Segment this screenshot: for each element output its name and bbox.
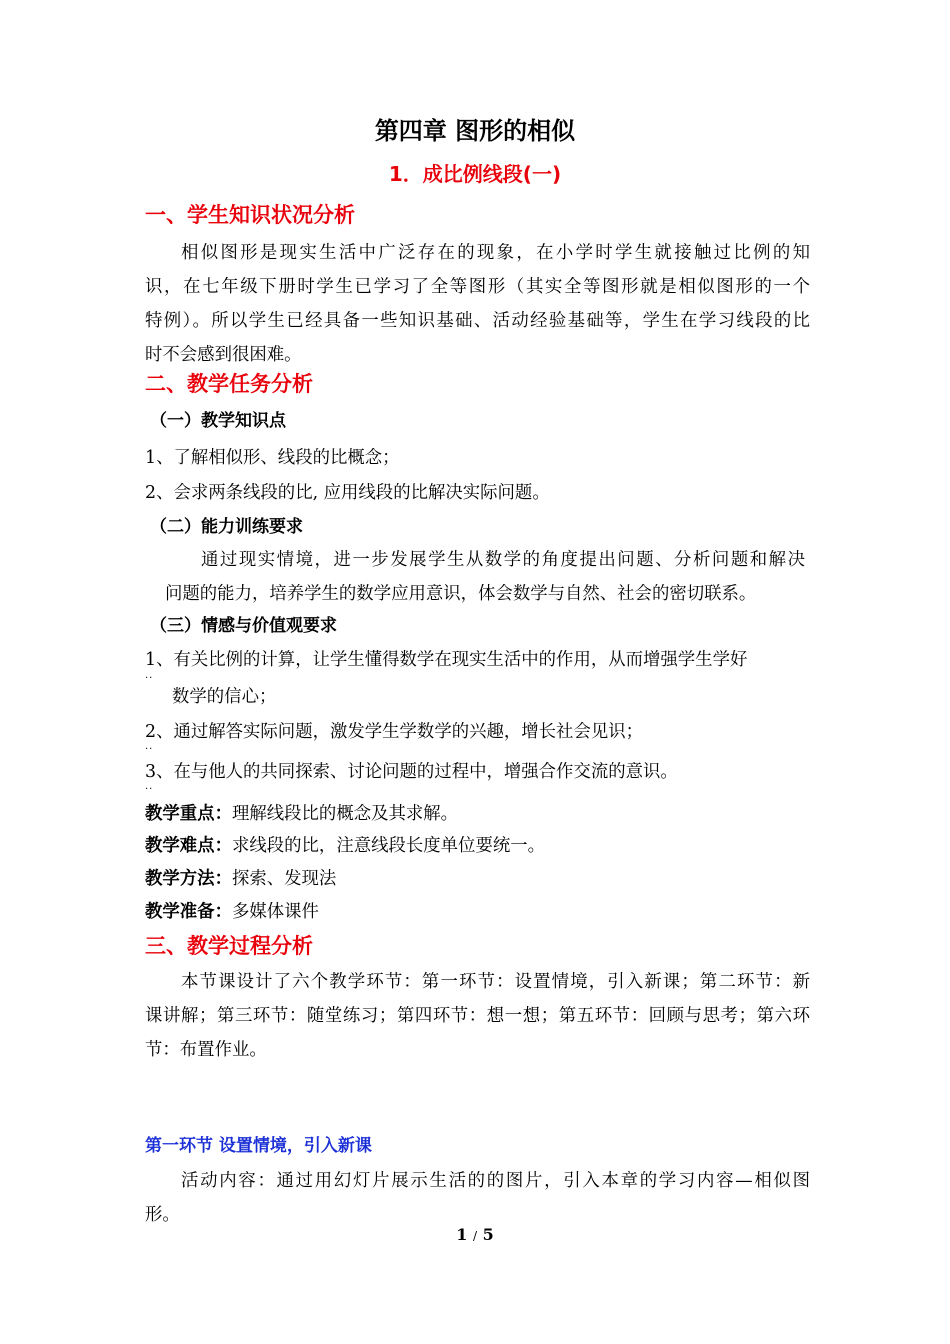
teaching-method xyxy=(145,862,336,896)
teaching-difficulty-label: 教学难点： xyxy=(145,836,232,856)
knowledge-item: 1、了解相似形、线段的比概念； xyxy=(145,448,400,468)
page-current: 1 xyxy=(456,1225,468,1244)
teaching-preparation-label: 教学准备： xyxy=(145,902,232,922)
step1-heading: 第一环节 设置情境，引入新课 xyxy=(145,1136,372,1156)
teaching-difficulty xyxy=(145,829,545,863)
value-item: 2、通过解答实际问题，激发学生学数学的兴趣，增长社会见识； xyxy=(145,722,644,742)
paragraph-line: 时不会感到很困难。 xyxy=(145,345,302,365)
ability-paragraph xyxy=(165,543,805,611)
teaching-preparation-text: 多媒体课件 xyxy=(231,902,319,922)
chapter-title: 第四章 图形的相似 xyxy=(374,116,576,145)
knowledge-item: 2、会求两条线段的比, 应用线段的比解决实际问题。 xyxy=(145,483,550,503)
paragraph-line: 节：布置作业。 xyxy=(145,1040,267,1060)
section-heading-process-analysis: 三、教学过程分析 xyxy=(145,934,313,958)
subheading-knowledge-points: （一）教学知识点 xyxy=(150,411,286,431)
paragraph-line: 活动内容：通过用幻灯片展示生活的的图片，引入本章的学习内容—相似图 xyxy=(181,1171,810,1191)
lesson-subtitle: 1．成比例线段(一) xyxy=(388,162,562,186)
page-separator: / xyxy=(472,1229,478,1243)
value-item: 1、有关比例的计算，让学生懂得数学在现实生活中的作用，从而增强学生学好 xyxy=(145,650,748,670)
student-analysis-paragraph xyxy=(145,236,810,372)
paragraph-line: 特例）。所以学生已经具备一些知识基础、活动经验基础等，学生在学习线段的比 xyxy=(145,311,810,331)
page-total: 5 xyxy=(482,1225,494,1244)
teaching-preparation xyxy=(145,895,319,929)
paragraph-line: 相似图形是现实生活中广泛存在的现象，在小学时学生就接触过比例的知 xyxy=(181,243,810,263)
value-item-continuation: 数学的信心； xyxy=(172,687,277,707)
value-item: 3、在与他人的共同探索、讨论问题的过程中，增强合作交流的意识。 xyxy=(145,762,678,782)
section-heading-task-analysis: 二、教学任务分析 xyxy=(145,372,313,396)
teaching-method-text: 探索、发现法 xyxy=(231,869,337,889)
subheading-ability-requirements: （二）能力训练要求 xyxy=(150,517,303,537)
paragraph-line: 本节课设计了六个教学环节：第一环节：设置情境，引入新课；第二环节：新 xyxy=(181,972,810,992)
page-number xyxy=(0,1222,950,1249)
paragraph-line: 课讲解；第三环节：随堂练习；第四环节：想一想；第五环节：回顾与思考；第六环 xyxy=(145,1006,810,1026)
emphasis-dots: .. xyxy=(145,781,154,792)
paragraph-line: 问题的能力，培养学生的数学应用意识，体会数学与自然、社会的密切联系。 xyxy=(165,584,757,604)
section-heading-student-analysis: 一、学生知识状况分析 xyxy=(145,203,355,227)
teaching-difficulty-text: 求线段的比，注意线段长度单位要统一。 xyxy=(231,836,546,856)
paragraph-line: 通过现实情境，进一步发展学生从数学的角度提出问题、分析问题和解决 xyxy=(201,550,805,570)
teaching-method-label: 教学方法： xyxy=(145,869,232,889)
paragraph-line: 形。 xyxy=(145,1205,180,1225)
emphasis-dots: .. xyxy=(145,670,154,681)
teaching-focus xyxy=(145,797,458,831)
process-paragraph xyxy=(145,965,810,1067)
teaching-focus-text: 理解线段比的概念及其求解。 xyxy=(231,804,459,824)
subheading-emotion-values: （三）情感与价值观要求 xyxy=(150,616,337,636)
paragraph-line: 识，在七年级下册时学生已学习了全等图形（其实全等图形就是相似图形的一个 xyxy=(145,277,810,297)
emphasis-dots: .. xyxy=(145,741,154,752)
teaching-focus-label: 教学重点： xyxy=(145,804,232,824)
